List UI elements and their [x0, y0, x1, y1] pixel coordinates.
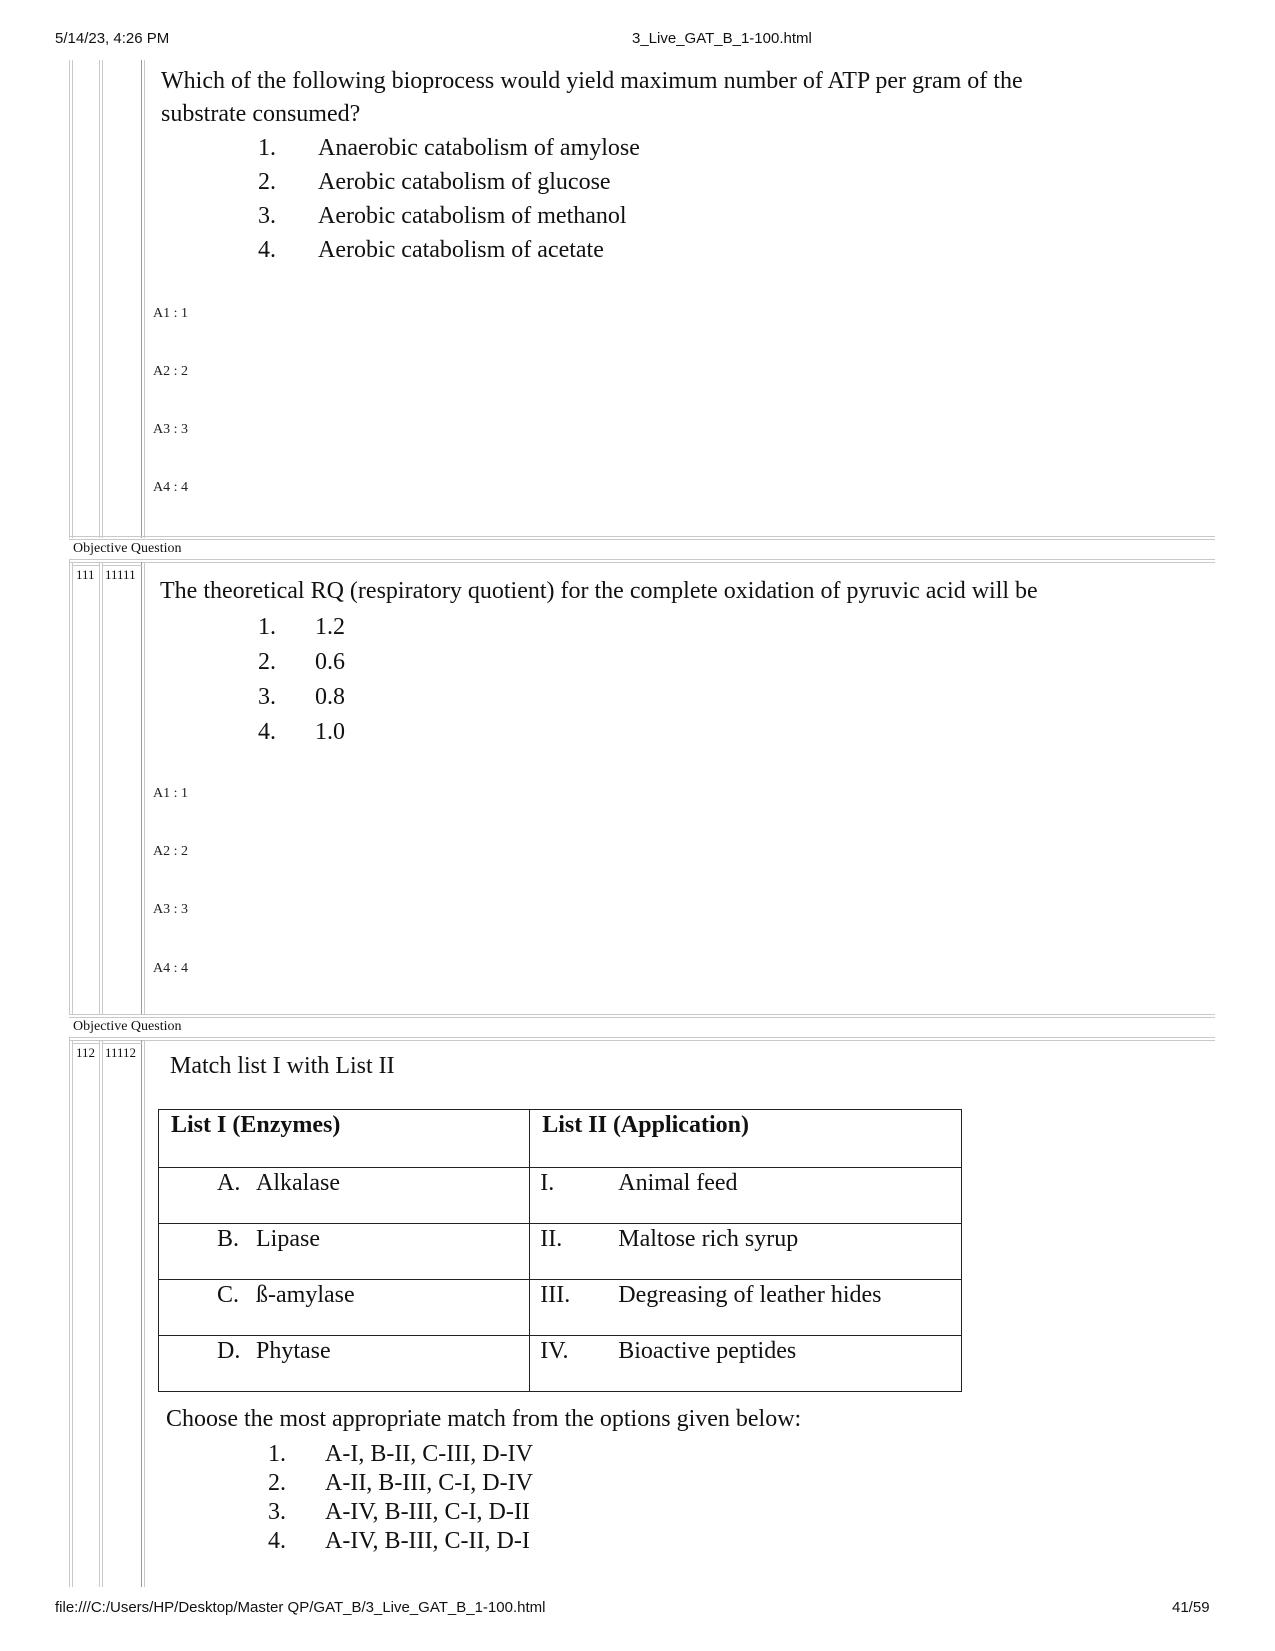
frame-line — [141, 60, 142, 538]
list-2-text: Bioactive peptides — [618, 1338, 797, 1364]
option-text: 0.8 — [315, 684, 345, 710]
frame-line — [69, 536, 1215, 537]
frame-line — [69, 559, 1215, 560]
frame-line — [99, 1040, 100, 1587]
option-text: A-II, B-III, C-I, D-IV — [325, 1470, 533, 1496]
option-number: 3. — [258, 684, 276, 710]
match-table-header-row — [159, 1110, 962, 1168]
question-id: 11112 — [105, 1045, 137, 1060]
match-table-row — [159, 1168, 962, 1224]
question-111-text: The theoretical RQ (respiratory quotient) for the complete oxidation of pyruvic acid will be — [160, 578, 1038, 604]
list-1-letter: D. — [217, 1338, 241, 1364]
option-number: 2. — [258, 169, 276, 195]
option-text: 1.0 — [315, 719, 345, 745]
question-id: 11111 — [105, 567, 136, 582]
frame-line — [69, 1017, 1215, 1018]
frame-line — [69, 539, 1215, 540]
frame-line — [144, 1040, 145, 1587]
frame-line — [69, 562, 1215, 563]
list-2-numeral: III. — [540, 1282, 571, 1308]
list-1-text: ß-amylase — [256, 1282, 355, 1308]
frame-line — [144, 60, 145, 538]
list-1-header: List I (Enzymes) — [159, 1110, 530, 1168]
frame-line — [69, 1037, 70, 1587]
list-1-text: Alkalase — [256, 1170, 340, 1196]
list-1-letter: C. — [217, 1282, 240, 1308]
answer-key-3: A3 : 3 — [153, 422, 188, 437]
option-number: 2. — [268, 1470, 286, 1496]
option-number: 1. — [268, 1441, 286, 1467]
question-type-label: Objective Question — [73, 1019, 182, 1034]
frame-line — [102, 562, 103, 1015]
option-text: A-I, B-II, C-III, D-IV — [325, 1441, 533, 1467]
list-1-item — [159, 1280, 530, 1336]
print-datetime: 5/14/23, 4:26 PM — [55, 30, 170, 47]
option-number: 1. — [258, 135, 276, 161]
answer-key-4: A4 : 4 — [153, 480, 188, 495]
question-serial-number: 112 — [76, 1045, 96, 1060]
option-number: 4. — [268, 1528, 286, 1554]
frame-line — [99, 60, 100, 538]
frame-line — [72, 562, 73, 1015]
list-2-item — [530, 1168, 962, 1224]
answer-key-2: A2 : 2 — [153, 364, 188, 379]
print-doc-title: 3_Live_GAT_B_1-100.html — [632, 30, 812, 47]
frame-line — [102, 1043, 142, 1044]
frame-line — [72, 1040, 73, 1587]
print-file-path: file:///C:/Users/HP/Desktop/Master QP/GAT_B/3_Live_GAT_B_1-100.html — [55, 1599, 546, 1616]
frame-line — [102, 60, 103, 538]
list-1-letter: B. — [217, 1226, 240, 1252]
answer-key-1: A1 : 1 — [153, 306, 188, 321]
answer-key-4: A4 : 4 — [153, 961, 188, 976]
option-number: 3. — [258, 203, 276, 229]
list-2-numeral: II. — [540, 1226, 563, 1252]
list-1-text: Phytase — [256, 1338, 331, 1364]
list-1-letter: A. — [217, 1170, 241, 1196]
list-2-text: Maltose rich syrup — [618, 1226, 799, 1252]
option-number: 4. — [258, 237, 276, 263]
list-1-text: Lipase — [256, 1226, 320, 1252]
option-text: Aerobic catabolism of acetate — [318, 237, 604, 263]
frame-line — [99, 562, 100, 1015]
option-text: A-IV, B-III, C-II, D-I — [325, 1528, 530, 1554]
question-serial-number: 111 — [76, 567, 95, 582]
list-2-item — [530, 1280, 962, 1336]
list-2-text: Animal feed — [618, 1170, 738, 1196]
frame-line — [69, 60, 70, 538]
answer-key-1: A1 : 1 — [153, 786, 188, 801]
list-1-item — [159, 1336, 530, 1392]
list-2-numeral: IV. — [540, 1338, 569, 1364]
answer-key-3: A3 : 3 — [153, 902, 188, 917]
frame-line — [69, 1014, 1215, 1015]
option-text: 0.6 — [315, 649, 345, 675]
question-112-choose-prompt: Choose the most appropriate match from the options given below: — [166, 1406, 802, 1432]
option-text: Aerobic catabolism of glucose — [318, 169, 611, 195]
question-112-intro: Match list I with List II — [170, 1053, 395, 1079]
option-number: 3. — [268, 1499, 286, 1525]
match-table-row — [159, 1336, 962, 1392]
match-table-row — [159, 1280, 962, 1336]
list-1-item — [159, 1224, 530, 1280]
frame-line — [69, 559, 70, 1015]
question-110-text-line1: Which of the following bioprocess would yield maximum number of ATP per gram of the — [161, 68, 1023, 94]
frame-line — [102, 565, 142, 566]
frame-line — [72, 1043, 100, 1044]
frame-line — [72, 60, 73, 538]
frame-line — [102, 1040, 103, 1587]
answer-key-2: A2 : 2 — [153, 844, 188, 859]
question-110-text-line2: substrate consumed? — [161, 101, 361, 127]
option-text: 1.2 — [315, 614, 345, 640]
frame-line — [144, 562, 145, 1015]
frame-line — [141, 1040, 142, 1587]
question-type-label: Objective Question — [73, 541, 182, 556]
frame-line — [69, 1040, 1215, 1041]
list-2-header: List II (Application) — [530, 1110, 962, 1168]
option-number: 1. — [258, 614, 276, 640]
match-table — [158, 1109, 962, 1392]
list-1-item — [159, 1168, 530, 1224]
print-page-number: 41/59 — [1172, 1599, 1210, 1616]
frame-line — [141, 562, 142, 1015]
list-2-numeral: I. — [540, 1170, 555, 1196]
option-text: A-IV, B-III, C-I, D-II — [325, 1499, 530, 1525]
list-2-text: Degreasing of leather hides — [618, 1282, 882, 1308]
match-table-row — [159, 1224, 962, 1280]
option-text: Aerobic catabolism of methanol — [318, 203, 627, 229]
frame-line — [69, 1037, 1215, 1038]
option-number: 4. — [258, 719, 276, 745]
option-number: 2. — [258, 649, 276, 675]
frame-line — [72, 565, 100, 566]
option-text: Anaerobic catabolism of amylose — [318, 135, 640, 161]
list-2-item — [530, 1336, 962, 1392]
list-2-item — [530, 1224, 962, 1280]
